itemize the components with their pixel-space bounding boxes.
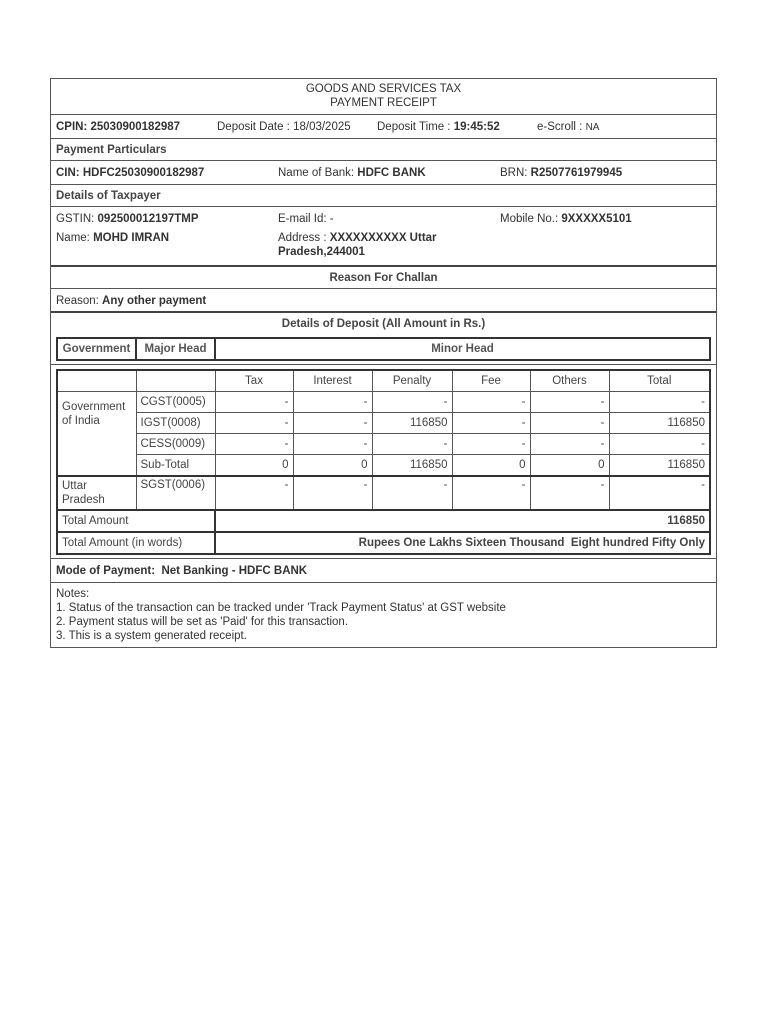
table-row <box>57 455 710 477</box>
taxpayer-details <box>51 207 716 267</box>
mobile-number: Mobile No.: 9XXXXX5101 <box>500 213 632 225</box>
challan-reason <box>51 289 716 313</box>
minor-head: Minor Head <box>215 338 710 360</box>
value-cell: 116850 <box>372 413 452 434</box>
value-cell: - <box>530 434 609 455</box>
receipt-title-line2: PAYMENT RECEIPT <box>330 97 437 109</box>
total-words-label: Total Amount (in words) <box>57 532 215 554</box>
value-cell: - <box>452 392 530 413</box>
major-head-cell: CGST(0005) <box>136 392 215 413</box>
receipt-title-line1: GOODS AND SERVICES TAX <box>305 83 462 95</box>
value-cell: - <box>452 413 530 434</box>
payment-particulars-row <box>51 161 716 185</box>
value-cell: 0 <box>530 455 609 477</box>
receipt-header <box>51 79 716 115</box>
taxpayer-name: Name: MOHD IMRAN <box>56 232 170 244</box>
brn: BRN: R2507761979945 <box>500 167 623 179</box>
value-cell: - <box>215 434 293 455</box>
value-cell: - <box>372 476 452 510</box>
blank-cell <box>57 370 136 392</box>
value-cell: - <box>609 476 710 510</box>
major-head-cell: CESS(0009) <box>136 434 215 455</box>
value-cell: 116850 <box>372 455 452 477</box>
total-amount: 116850 <box>215 510 710 532</box>
col-others: Others <box>530 370 609 392</box>
value-cell: 0 <box>452 455 530 477</box>
value-cell: 0 <box>215 455 293 477</box>
value-cell: 0 <box>293 455 372 477</box>
mode-label: Mode of Payment: Net Banking - HDFC BANK <box>56 565 308 577</box>
col-penalty: Penalty <box>372 370 452 392</box>
deposit-title: Details of Deposit (All Amount in Rs.) <box>281 318 486 330</box>
payment-receipt <box>50 78 717 648</box>
value-cell: - <box>530 476 609 510</box>
deposit-table-wrap <box>51 365 716 559</box>
mode-of-payment <box>51 559 716 583</box>
government-head: Government <box>57 338 136 360</box>
challan-title: Reason For Challan <box>51 267 716 289</box>
value-cell: - <box>452 476 530 510</box>
value-cell: - <box>530 413 609 434</box>
value-cell: - <box>609 434 710 455</box>
value-cell: 116850 <box>609 455 710 477</box>
value-cell: - <box>215 413 293 434</box>
deposit-time: Deposit Time : 19:45:52 <box>377 121 500 133</box>
bank-name: Name of Bank: HDFC BANK <box>278 167 426 179</box>
gstin: GSTIN: 092500012197TMP <box>56 213 199 225</box>
col-fee: Fee <box>452 370 530 392</box>
note-item: 2. Payment status will be set as 'Paid' for this transaction. <box>56 616 349 628</box>
value-cell: - <box>530 392 609 413</box>
note-item: 3. This is a system generated receipt. <box>56 630 247 642</box>
value-cell: - <box>609 392 710 413</box>
cpin-row <box>51 115 716 139</box>
table-row <box>57 413 710 434</box>
blank-cell <box>136 370 215 392</box>
table-row <box>57 392 710 413</box>
total-row <box>57 510 710 532</box>
total-words: Rupees One Lakhs Sixteen Thousand Eight hundred Fifty Only <box>215 532 710 554</box>
gov-india-cell: Government of India <box>57 392 136 477</box>
value-cell: 116850 <box>609 413 710 434</box>
payment-particulars-title: Payment Particulars <box>51 139 716 161</box>
col-interest: Interest <box>293 370 372 392</box>
notes-title: Notes: <box>56 588 90 600</box>
notes <box>51 583 716 647</box>
value-cell: - <box>293 476 372 510</box>
deposit-head-table-wrap <box>51 335 716 365</box>
total-label: Total Amount <box>57 510 215 532</box>
table-row <box>57 476 710 510</box>
value-cell: - <box>215 392 293 413</box>
email-id: E-mail Id: - <box>278 213 334 225</box>
uttar-pradesh-cell: Uttar Pradesh <box>57 476 136 510</box>
major-head-cell: SGST(0006) <box>136 476 215 510</box>
note-item: 1. Status of the transaction can be tracked under 'Track Payment Status' at GST website <box>56 602 506 614</box>
major-head-cell: Sub-Total <box>136 455 215 477</box>
table-row <box>57 434 710 455</box>
value-cell: - <box>293 434 372 455</box>
value-cell: - <box>293 413 372 434</box>
deposit-head-table <box>56 337 711 361</box>
deposit-date: Deposit Date : 18/03/2025 <box>217 121 351 133</box>
value-cell: - <box>452 434 530 455</box>
e-scroll: e-Scroll : NA <box>537 121 600 133</box>
value-cell: - <box>372 392 452 413</box>
value-cell: - <box>293 392 372 413</box>
col-tax: Tax <box>215 370 293 392</box>
col-total: Total <box>609 370 710 392</box>
cpin: CPIN: 25030900182987 <box>56 121 181 133</box>
taxpayer-title: Details of Taxpayer <box>51 185 716 207</box>
reason: Reason: Any other payment <box>56 295 207 307</box>
address: Address : XXXXXXXXXX Uttar Pradesh,244001 <box>278 232 437 258</box>
deposit-table <box>56 369 711 555</box>
major-head-cell: IGST(0008) <box>136 413 215 434</box>
value-cell: - <box>372 434 452 455</box>
value-cell: - <box>215 476 293 510</box>
cin: CIN: HDFC25030900182987 <box>56 167 205 179</box>
total-words-row <box>57 532 710 554</box>
major-head: Major Head <box>136 338 215 360</box>
